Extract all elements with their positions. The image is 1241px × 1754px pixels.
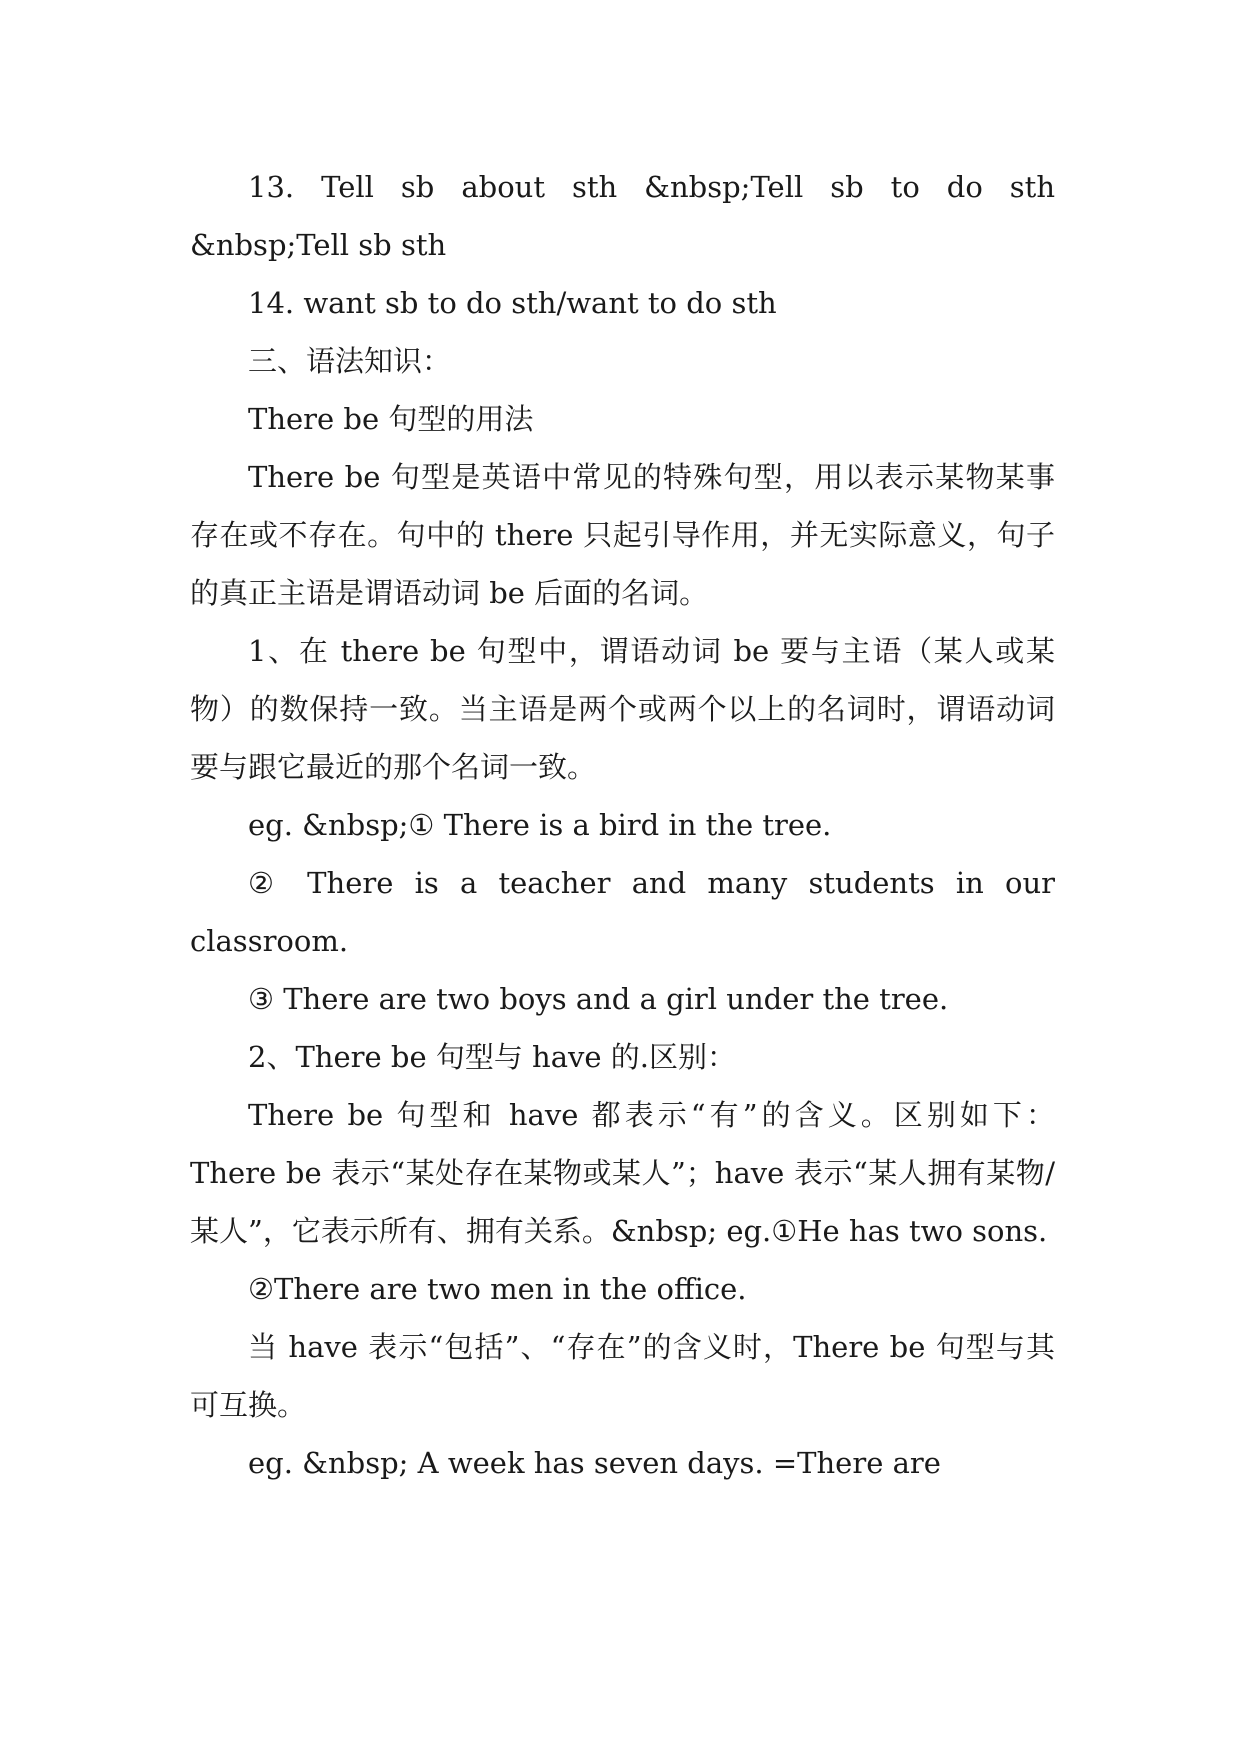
example-3: ③ There are two boys and a girl under the tree. — [248, 982, 949, 1016]
paragraph-interchange: 当 have 表示“包括”、“存在”的含义时，There be 句型与其可互换。 — [190, 1330, 1055, 1422]
example-2: ② There is a teacher and many students in our classroom. — [190, 866, 1055, 958]
example-1: eg. &nbsp;① There is a bird in the tree. — [248, 808, 832, 842]
paragraph-there-be-intro: There be 句型是英语中常见的特殊句型，用以表示某物某事存在或不存在。句中的 there 只起引导作用，并无实际意义，句子的真正主语是谓语动词 be 后面的名词。 — [190, 460, 1055, 610]
paragraph-rule-2: 2、There be 句型与 have 的.区别： — [248, 1040, 736, 1074]
paragraph-rule-1: 1、在 there be 句型中，谓语动词 be 要与主语（某人或某物）的数保持一致。当主语是两个或两个以上的名词时，谓语动词要与跟它最近的那个名词一致。 — [190, 634, 1055, 784]
document-body — [190, 158, 1055, 1492]
example-office: ②There are two men in the office. — [248, 1272, 747, 1306]
paragraph-difference: There be 句型和 have 都表示“有”的含义。区别如下：There be 表示“某处存在某物或某人”；have 表示“某人拥有某物/某人”，它表示所有、拥有关系。&nbsp; eg.①He has two sons. — [190, 1098, 1055, 1248]
paragraph-item-14: 14. want sb to do sth/want to do sth — [248, 286, 777, 320]
example-week: eg. &nbsp; A week has seven days. =There are — [248, 1446, 941, 1480]
paragraph-item-13: 13. Tell sb about sth &nbsp;Tell sb to do sth &nbsp;Tell sb sth — [190, 170, 1055, 262]
subheading-there-be: There be 句型的用法 — [248, 402, 534, 436]
section-heading-grammar: 三、语法知识： — [248, 344, 452, 378]
